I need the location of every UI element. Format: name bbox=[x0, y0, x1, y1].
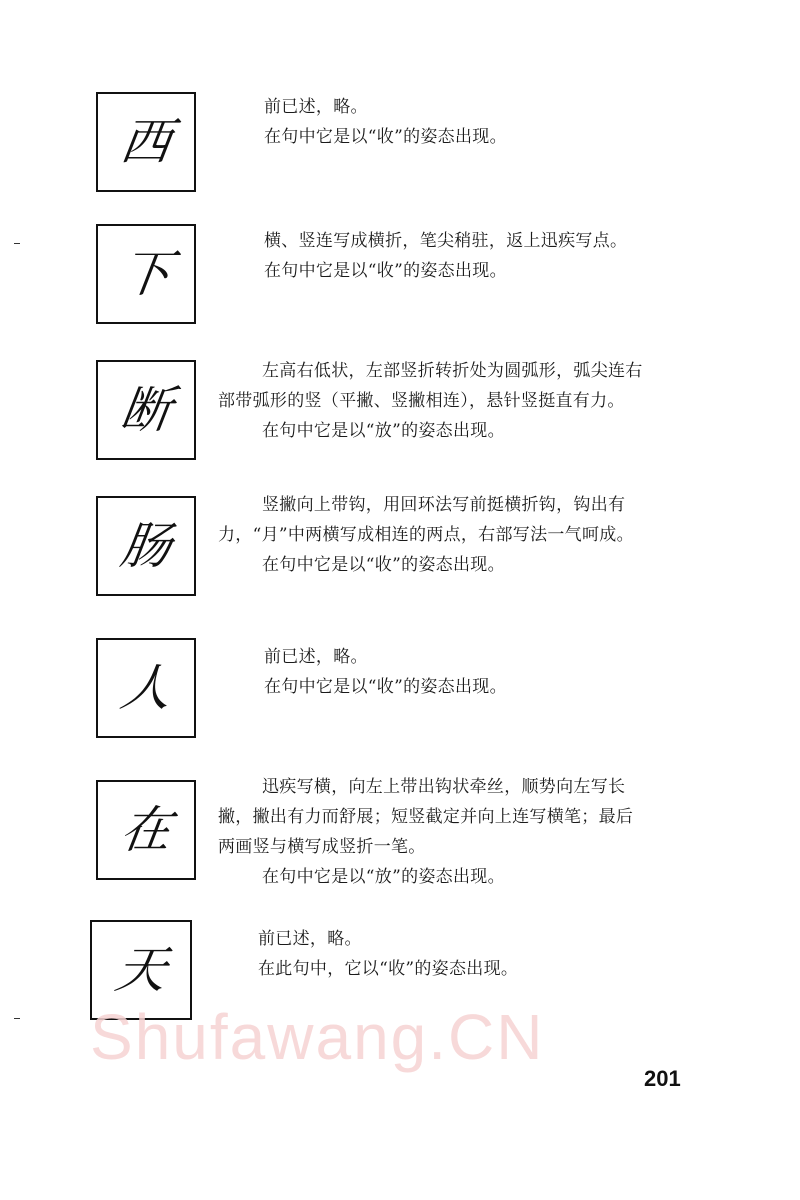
text-line: 竖撇向上带钩，用回环法写前挺横折钩，钩出有 bbox=[262, 495, 626, 515]
glyph-box bbox=[96, 496, 196, 596]
margin-mark bbox=[14, 1018, 20, 1019]
text-line: 撇，撇出有力而舒展；短竖截定并向上连写横笔；最后 bbox=[218, 807, 634, 827]
text-line: 在此句中，它以“收”的姿态出现。 bbox=[258, 959, 519, 979]
glyph-box bbox=[96, 780, 196, 880]
text-line: 左高右低状，左部竖折转折处为圆弧形，弧尖连右 bbox=[262, 361, 643, 381]
margin-mark bbox=[14, 243, 20, 244]
page-number: 201 bbox=[644, 1066, 681, 1091]
text-line: 横、竖连写成横折，笔尖稍驻，返上迅疾写点。 bbox=[264, 231, 628, 251]
text-line: 前已述，略。 bbox=[264, 647, 368, 667]
text-line: 在句中它是以“放”的姿态出现。 bbox=[262, 867, 505, 887]
calligraphy-character: 在 bbox=[116, 801, 176, 859]
text-line: 在句中它是以“收”的姿态出现。 bbox=[264, 127, 507, 147]
glyph-box bbox=[96, 224, 196, 324]
glyph-box bbox=[96, 638, 196, 738]
text-line: 部带弧形的竖（平撇、竖撇相连），悬针竖挺直有力。 bbox=[218, 391, 625, 411]
text-line: 在句中它是以“收”的姿态出现。 bbox=[262, 555, 505, 575]
watermark: Shufawang.CN bbox=[90, 1001, 545, 1073]
calligraphy-character: 肠 bbox=[116, 517, 176, 575]
entry-text bbox=[218, 772, 633, 892]
calligraphy-character: 天 bbox=[111, 941, 171, 999]
glyph-box bbox=[96, 92, 196, 192]
text-line: 两画竖与横写成竖折一笔。 bbox=[218, 837, 426, 857]
text-line: 在句中它是以“收”的姿态出现。 bbox=[264, 677, 507, 697]
entry-text bbox=[218, 356, 643, 446]
calligraphy-character: 下 bbox=[116, 245, 176, 303]
text-line: 在句中它是以“收”的姿态出现。 bbox=[264, 261, 507, 281]
entry-text bbox=[264, 92, 507, 152]
text-line: 迅疾写横，向左上带出钩状牵丝，顺势向左写长 bbox=[262, 777, 626, 797]
entry-text bbox=[264, 226, 627, 286]
text-line: 力，“月”中两横写成相连的两点，右部写法一气呵成。 bbox=[218, 525, 634, 545]
entry-text bbox=[264, 642, 507, 702]
glyph-box bbox=[96, 360, 196, 460]
calligraphy-character: 西 bbox=[116, 113, 176, 171]
calligraphy-character: 人 bbox=[116, 659, 176, 717]
text-line: 前已述，略。 bbox=[264, 97, 368, 117]
entry-text bbox=[258, 924, 518, 984]
entry-text bbox=[218, 490, 634, 580]
text-line: 前已述，略。 bbox=[258, 929, 362, 949]
calligraphy-character: 断 bbox=[116, 381, 176, 439]
text-line: 在句中它是以“放”的姿态出现。 bbox=[262, 421, 505, 441]
